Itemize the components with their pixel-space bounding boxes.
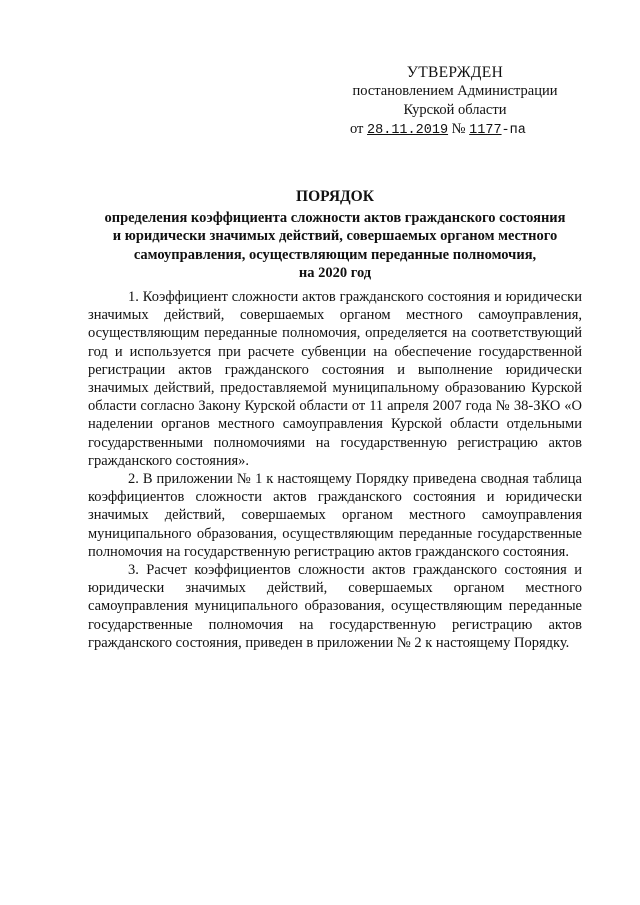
title-line-4: на 2020 год <box>298 265 372 281</box>
paragraph-3: 3. Расчет коэффициентов сложности актов гражданского состояния и юридически значимых действий, совершаемых органом местного самоуправления муниципального образования, осуществляющим переданные государственные полномочия на государственную регистрацию актов гражданского состояния, приведен в приложении № 2 к настоящему Порядку. <box>88 562 582 651</box>
document-title-block <box>88 188 582 283</box>
approval-number: 1177 <box>469 123 502 138</box>
approval-date-line <box>330 120 580 140</box>
document-title: ПОРЯДОК <box>296 188 374 205</box>
approval-region-line: Курской области <box>403 102 507 118</box>
document-body <box>88 288 582 652</box>
approval-date: 28.11.2019 <box>367 123 449 138</box>
title-line-3: самоуправления, осуществляющим переданные полномочия, <box>133 246 537 263</box>
approved-heading: УТВЕРЖДЕН <box>406 64 504 81</box>
approval-stamp-block <box>330 63 580 140</box>
paragraph-1: 1. Коэффициент сложности актов гражданского состояния и юридически значимых действий, совершаемых органом местного самоуправления, осуществляющим переданные полномочия, определяется на соответствующий год и используется при расчете субвенции на обеспечение государственной регистрации актов гражданского состояния и выполнение юридически значимых действий, предоставляемой муниципальному образованию Курской области согласно Закону Курской области от 11 апреля 2007 года № 38-ЗКО «О наделении органов местного самоуправления Курской области отдельными государственными полномочиями на государственную регистрацию актов гражданского состояния». <box>88 289 582 469</box>
title-line-1: определения коэффициента сложности актов гражданского состояния <box>104 209 566 226</box>
approval-decree-line: постановлением Администрации <box>352 83 558 99</box>
date-prefix: от <box>350 121 364 137</box>
number-sign: № <box>451 121 466 137</box>
paragraph-2: 2. В приложении № 1 к настоящему Порядку приведена сводная таблица коэффициентов сложности актов гражданского состояния и юридически значимых действий, совершаемых органом местного самоуправления муниципального образования, осуществляющим переданные государственные полномочия на государственную регистрацию актов гражданского состояния. <box>88 471 582 560</box>
title-line-2: и юридически значимых действий, совершаемых органом местного <box>112 228 558 244</box>
approval-number-suffix: -па <box>501 123 526 138</box>
